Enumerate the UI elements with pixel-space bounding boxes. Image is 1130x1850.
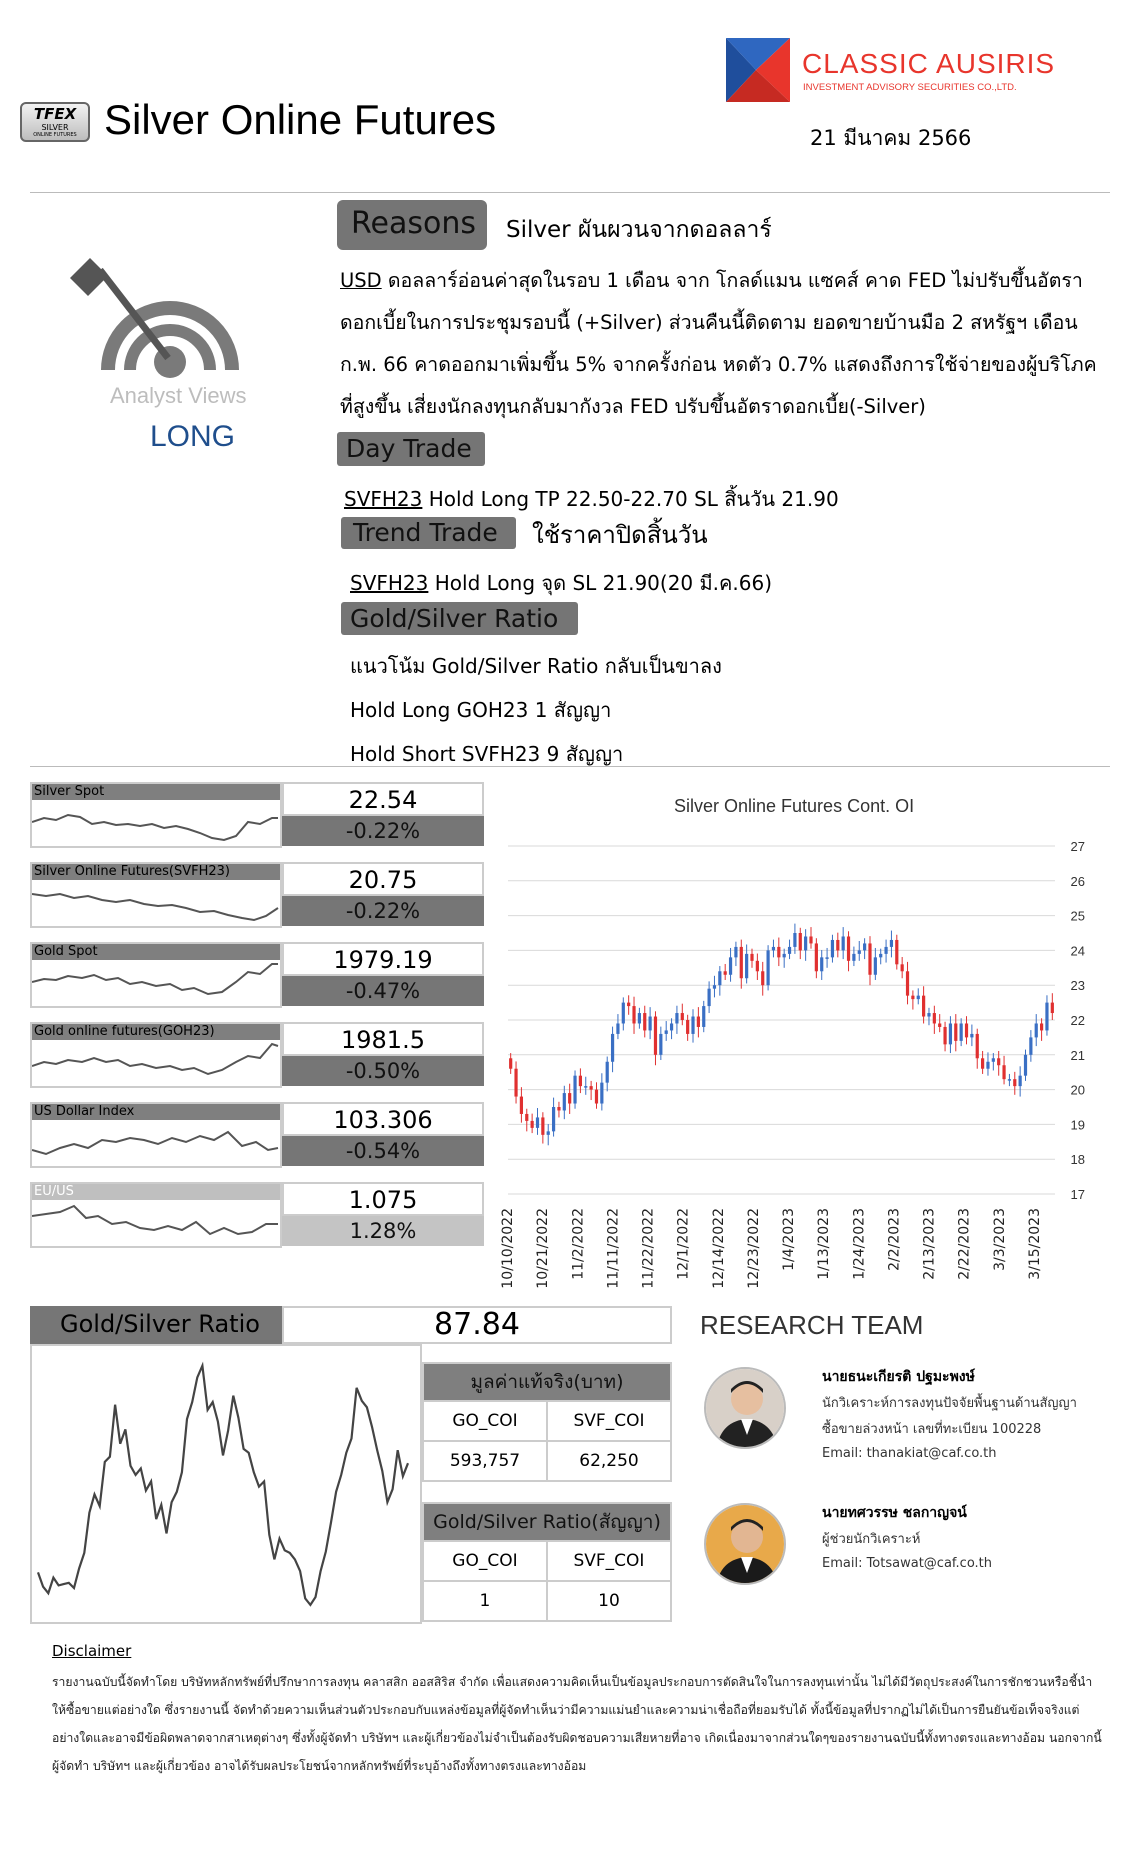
- candle-body: [852, 954, 855, 961]
- brand-subtitle: INVESTMENT ADVISORY SECURITIES CO.,LTD.: [803, 82, 1017, 93]
- tile-label: US Dollar Index: [32, 1104, 280, 1120]
- candle-body: [718, 971, 721, 985]
- reasons-tag: Reasons: [337, 200, 487, 250]
- candle-body: [761, 971, 764, 985]
- chart-title: Silver Online Futures Cont. OI: [674, 796, 915, 816]
- y-tick-label: 22: [1070, 1013, 1085, 1028]
- day-trade-tag: Day Trade: [337, 432, 485, 466]
- tile-change: -0.22%: [282, 816, 484, 846]
- candle-body: [552, 1107, 555, 1131]
- y-tick-label: 19: [1070, 1117, 1085, 1133]
- y-tick-label: 18: [1070, 1152, 1085, 1168]
- gsr-line-chart: [32, 1346, 420, 1622]
- member-license: ซื้อขายล่วงหน้า เลขที่ทะเบียน 100228: [822, 1422, 1042, 1437]
- valuation-table: [422, 1362, 672, 1482]
- x-tick-label: 12/1/2022: [675, 1208, 692, 1280]
- candle-body: [847, 936, 850, 960]
- candle-body: [616, 1023, 619, 1033]
- candle-body: [970, 1034, 973, 1037]
- candle-body: [788, 947, 791, 954]
- tile-svf-futures: [30, 862, 484, 928]
- divider: [30, 766, 1110, 767]
- candle-body: [670, 1023, 673, 1030]
- candle-body: [938, 1023, 941, 1026]
- x-tick-label: 12/23/2022: [745, 1208, 762, 1289]
- reasons-text: ดอลลาร์อ่อนค่าสุดในรอบ 1 เดือน จาก โกลด์แมน แซคส์ คาด FED ไม่ปรับขึ้นอัตราดอกเบี้ยในการประชุมรอบนี้ (+Silver) ส่วนคืนนี้ติดตาม ยอดขายบ้านมือ 2 สหรัฐฯ เดือน ก.พ. 66 คาดออกมาเพิ่มขึ้น 5% จากครั้งก่อน หดตัว 0.7% แสดงถึงการใช้จ่ายของผู้บริโภคที่สูงขึ้น เสี่ยงนักลงทุนกลับมากังวล FED ปรับขึ้นอัตราดอกเบี้ย(-Silver): [340, 269, 1097, 418]
- candle-body: [1019, 1076, 1022, 1086]
- table-header: GO_COI: [423, 1401, 547, 1441]
- x-tick-label: 3/15/2023: [1027, 1208, 1043, 1280]
- candle-body: [965, 1023, 968, 1037]
- x-tick-label: 11/2/2022: [570, 1208, 587, 1280]
- candle-body: [734, 947, 737, 957]
- trend-trade-text: Hold Long จุด SL 21.90(20 มี.ค.66): [428, 571, 773, 595]
- tile-change: -0.22%: [282, 896, 484, 926]
- candle-body: [632, 1006, 635, 1023]
- candle-body: [531, 1121, 534, 1128]
- tile-label: Silver Spot: [32, 784, 280, 800]
- tile-change: -0.54%: [282, 1136, 484, 1166]
- tile-gold-spot: [30, 942, 484, 1008]
- candle-body: [584, 1086, 587, 1088]
- usd-keyword: USD: [340, 269, 382, 292]
- candle-body: [541, 1117, 544, 1134]
- candle-body: [922, 996, 925, 1017]
- candle-body: [783, 954, 786, 957]
- candle-body: [804, 936, 807, 950]
- tile-label: Gold online futures(GOH23): [32, 1024, 280, 1040]
- x-tick-label: 2/22/2023: [956, 1208, 973, 1280]
- y-tick-label: 24: [1070, 943, 1085, 959]
- tile-change: -0.50%: [282, 1056, 484, 1086]
- trend-trade-subtitle: ใช้ราคาปิดสิ้นวัน: [532, 521, 708, 549]
- member-name: นายทศวรรษ ชลกาญจน์: [822, 1505, 967, 1521]
- candle-body: [927, 1013, 930, 1016]
- y-tick-label: 23: [1070, 978, 1085, 994]
- candle-body: [654, 1017, 657, 1055]
- tile-value: 1.075: [282, 1182, 484, 1216]
- candle-body: [713, 985, 716, 988]
- silver-cont-oi-chart: [490, 830, 1110, 1300]
- y-tick-label: 20: [1070, 1082, 1085, 1098]
- candle-body: [1024, 1055, 1027, 1076]
- candle-body: [954, 1023, 957, 1040]
- day-trade-text: Hold Long TP 22.50-22.70 SL สิ้นวัน 21.90: [422, 487, 839, 511]
- candle-body: [766, 950, 769, 985]
- candle-body: [1029, 1037, 1032, 1054]
- reasons-headline: Silver ผันผวนจากดอลลาร์: [506, 217, 772, 243]
- tile-eu-us: [30, 1182, 484, 1248]
- x-tick-label: 2/2/2023: [886, 1208, 903, 1271]
- analyst-views-caption: Analyst Views: [110, 383, 247, 408]
- candle-body: [525, 1114, 528, 1121]
- ratio-table: [422, 1502, 672, 1622]
- candle-body: [514, 1069, 517, 1097]
- y-tick-label: 17: [1070, 1187, 1085, 1202]
- candle-body: [895, 940, 898, 964]
- y-tick-label: 21: [1070, 1047, 1085, 1063]
- gsr-chart-box: [30, 1344, 422, 1624]
- x-tick-label: 11/11/2022: [605, 1208, 622, 1289]
- candle-body: [992, 1058, 995, 1061]
- candle-body: [1040, 1023, 1043, 1030]
- x-tick-label: 12/14/2022: [710, 1208, 727, 1289]
- candle-body: [793, 933, 796, 947]
- candle-body: [976, 1034, 979, 1058]
- candle-body: [547, 1131, 550, 1134]
- x-tick-label: 10/10/2022: [500, 1208, 516, 1289]
- candle-body: [981, 1058, 984, 1068]
- member-name: นายธนะเกียรติ ปฐมะพงษ์: [822, 1369, 975, 1385]
- tile-value: 1979.19: [282, 942, 484, 976]
- candle-body: [756, 961, 759, 971]
- candle-body: [563, 1093, 566, 1110]
- y-tick-label: 25: [1070, 908, 1085, 924]
- candle-body: [777, 947, 780, 957]
- member-email: Email: thanakiat@caf.co.th: [822, 1446, 997, 1461]
- sparkline: [32, 1120, 280, 1164]
- candle-body: [627, 1003, 630, 1006]
- gsr-current-value: 87.84: [282, 1306, 672, 1344]
- tile-label: Silver Online Futures(SVFH23): [32, 864, 280, 880]
- candle-body: [595, 1090, 598, 1104]
- day-trade-line: [344, 483, 839, 515]
- gsr-chart-label: Gold/Silver Ratio: [30, 1306, 282, 1344]
- candle-body: [825, 957, 828, 959]
- candle-body: [675, 1013, 678, 1023]
- candle-body: [809, 936, 812, 943]
- candle-body: [815, 943, 818, 971]
- x-tick-label: 11/22/2022: [640, 1208, 657, 1289]
- tile-label: Gold Spot: [32, 944, 280, 960]
- candle-body: [842, 936, 845, 950]
- sparkline: [32, 800, 280, 844]
- disclaimer-body: รายงานฉบับนี้จัดทำโดย บริษัทหลักทรัพย์ที่ปรึกษาการลงทุน คลาสสิก ออสสิริส จำกัด เพื่อแสดงความคิดเห็นเป็นข้อมูลประกอบการตัดสินใจในการลงทุนเท่านั้น ไม่ได้มีวัตถุประสงค์ในการชักชวนหรือชี้นำให้ซื้อขายแต่อย่างใด ซึ่งรายงานนี้ จัดทำด้วยความเห็นส่วนตัวประกอบกับแหล่งข้อมูลที่ผู้จัดทำเห็นว่ามีความแม่นยำและความน่าเชื่อถือที่ยอมรับได้ ทั้งนี้ข้อมูลที่ปรากฏไม่ได้เป็นการยืนยันข้อเท็จจริงแต่อย่างใดและอาจมีข้อผิดพลาดจากสาเหตุต่างๆ ซึ่งทั้งผู้จัดทำ บริษัทฯ และผู้เกี่ยวข้องไม่จำเป็นต้องรับผิดชอบความเสียหายที่อาจ เกิดเนื่องมาจากส่วนใดๆของรายงานฉบับนี้ทั้งทางตรงและทางอ้อม นอกจากนี้ผู้จัดทำ บริษัทฯ และผู้เกี่ยวข้อง อาจได้รับผลประโยชน์จากหลักทรัพย์ที่ระบุอ้างถึงทั้งทางตรงและทางอ้อม: [52, 1675, 1102, 1773]
- brand-logo-icon: [726, 38, 790, 102]
- candle-body: [649, 1017, 652, 1031]
- tfex-silver-logo: [20, 102, 90, 142]
- candle-body: [606, 1062, 609, 1083]
- candle-body: [568, 1093, 571, 1103]
- candle-body: [536, 1117, 539, 1127]
- candle-body: [745, 954, 748, 978]
- candle-body: [600, 1083, 603, 1104]
- candle-body: [622, 1003, 625, 1024]
- tile-change: -0.47%: [282, 976, 484, 1006]
- x-tick-label: 1/13/2023: [816, 1208, 833, 1280]
- candle-body: [863, 943, 866, 950]
- candle-body: [836, 940, 839, 950]
- tfex-logo-sub2: ONLINE FUTURES: [33, 132, 77, 138]
- tile-change: 1.28%: [282, 1216, 484, 1246]
- candle-body: [691, 1017, 694, 1034]
- candle-body: [1002, 1065, 1005, 1079]
- sparkline: [32, 1040, 280, 1084]
- candle-body: [917, 996, 920, 999]
- tfex-logo-text: TFEX: [33, 105, 77, 123]
- table-header: GO_COI: [423, 1541, 547, 1581]
- tfex-logo-sub: SILVER: [41, 123, 69, 132]
- gsr-line-trend: แนวโน้ม Gold/Silver Ratio กลับเป็นขาลง: [350, 654, 722, 678]
- x-tick-label: 10/21/2022: [535, 1208, 552, 1289]
- sparkline: [32, 880, 280, 924]
- assistant-photo-avatar: [704, 1503, 786, 1585]
- candle-body: [681, 1013, 684, 1020]
- x-tick-label: 3/3/2023: [991, 1208, 1008, 1271]
- candle-body: [665, 1030, 668, 1033]
- candle-body: [557, 1107, 560, 1110]
- candle-body: [697, 1017, 700, 1027]
- y-tick-label: 26: [1070, 873, 1085, 889]
- candle-body: [960, 1023, 963, 1040]
- y-tick-label: 27: [1070, 839, 1085, 854]
- candle-body: [997, 1058, 1000, 1065]
- candle-body: [740, 947, 743, 978]
- table-cell: 62,250: [547, 1441, 671, 1481]
- day-trade-symbol: SVFH23: [344, 487, 423, 511]
- table-cell: 593,757: [423, 1441, 547, 1481]
- candle-body: [933, 1013, 936, 1023]
- gsr-line-short: Hold Short SVFH23 9 สัญญา: [350, 742, 624, 766]
- member-role: ผู้ช่วยนักวิเคราะห์: [822, 1532, 921, 1547]
- candle-body: [874, 957, 877, 974]
- divider: [30, 192, 1110, 193]
- page-title: Silver Online Futures: [104, 96, 497, 143]
- candle-body: [702, 1006, 705, 1027]
- sparkline: [32, 960, 280, 1004]
- report-date: 21 มีนาคม 2566: [810, 126, 972, 150]
- table-cell: 10: [547, 1581, 671, 1621]
- trend-trade-tag: Trend Trade: [341, 517, 516, 549]
- disclaimer-title: Disclaimer: [52, 1642, 132, 1660]
- x-tick-label: 1/24/2023: [851, 1208, 868, 1280]
- gold-silver-ratio-tag: Gold/Silver Ratio: [341, 602, 578, 635]
- candle-body: [858, 950, 861, 953]
- ratio-table-title: Gold/Silver Ratio(สัญญา): [423, 1503, 671, 1541]
- candle-body: [750, 954, 753, 961]
- candle-body: [638, 1013, 641, 1023]
- candle-body: [949, 1023, 952, 1044]
- member-email: Email: Totsawat@caf.co.th: [822, 1556, 993, 1571]
- candle-body: [868, 943, 871, 974]
- candle-body: [659, 1034, 662, 1055]
- table-header: SVF_COI: [547, 1541, 671, 1581]
- candle-body: [901, 964, 904, 971]
- candle-body: [520, 1097, 523, 1114]
- sparkline: [32, 1200, 280, 1244]
- candle-body: [573, 1076, 576, 1104]
- trend-trade-line: [350, 567, 772, 599]
- candle-body: [1035, 1023, 1038, 1037]
- research-team-title: RESEARCH TEAM: [700, 1310, 924, 1340]
- candle-body: [1013, 1079, 1016, 1086]
- gsr-series-line: [38, 1366, 408, 1605]
- tile-value: 1981.5: [282, 1022, 484, 1056]
- candle-body: [611, 1034, 614, 1062]
- analyst-view-value: LONG: [150, 420, 236, 453]
- tile-value: 103.306: [282, 1102, 484, 1136]
- reasons-body: [340, 260, 1100, 428]
- brand-name: CLASSIC AUSIRIS: [802, 48, 1056, 79]
- candle-body: [708, 989, 711, 1006]
- valuation-table-title: มูลค่าแท้จริง(บาท): [423, 1363, 671, 1401]
- candle-body: [724, 971, 727, 974]
- candle-body: [579, 1076, 582, 1086]
- candle-body: [590, 1086, 593, 1089]
- tile-label: EU/US: [32, 1184, 280, 1200]
- candle-body: [643, 1013, 646, 1030]
- x-tick-label: 2/13/2023: [921, 1208, 938, 1280]
- candle-body: [509, 1058, 512, 1068]
- tile-gold-futures: [30, 1022, 484, 1088]
- candle-body: [1008, 1079, 1011, 1081]
- candle-body: [884, 947, 887, 954]
- candle-body: [1045, 1003, 1048, 1031]
- candle-body: [879, 954, 882, 957]
- candle-body: [911, 996, 914, 999]
- member-role: นักวิเคราะห์การลงทุนปัจจัยพื้นฐานด้านสัญญา: [822, 1396, 1077, 1411]
- candle-body: [986, 1062, 989, 1069]
- table-cell: 1: [423, 1581, 547, 1621]
- candle-body: [943, 1027, 946, 1044]
- table-header: SVF_COI: [547, 1401, 671, 1441]
- candle-body: [1051, 1003, 1054, 1013]
- candle-body: [686, 1020, 689, 1034]
- candle-body: [799, 933, 802, 950]
- tile-value: 20.75: [282, 862, 484, 896]
- gsr-line-long: Hold Long GOH23 1 สัญญา: [350, 698, 612, 722]
- trend-trade-symbol: SVFH23: [350, 571, 429, 595]
- tile-value: 22.54: [282, 782, 484, 816]
- candle-body: [729, 957, 732, 974]
- target-arrow-icon: [60, 250, 290, 385]
- candle-body: [890, 940, 893, 947]
- candle-body: [820, 957, 823, 971]
- x-tick-label: 1/4/2023: [781, 1208, 798, 1271]
- tile-us-dollar-index: [30, 1102, 484, 1168]
- candle-body: [772, 947, 775, 950]
- candle-body: [906, 971, 909, 995]
- tile-silver-spot: [30, 782, 484, 848]
- analyst-photo-avatar: [704, 1367, 786, 1449]
- candle-body: [831, 940, 834, 957]
